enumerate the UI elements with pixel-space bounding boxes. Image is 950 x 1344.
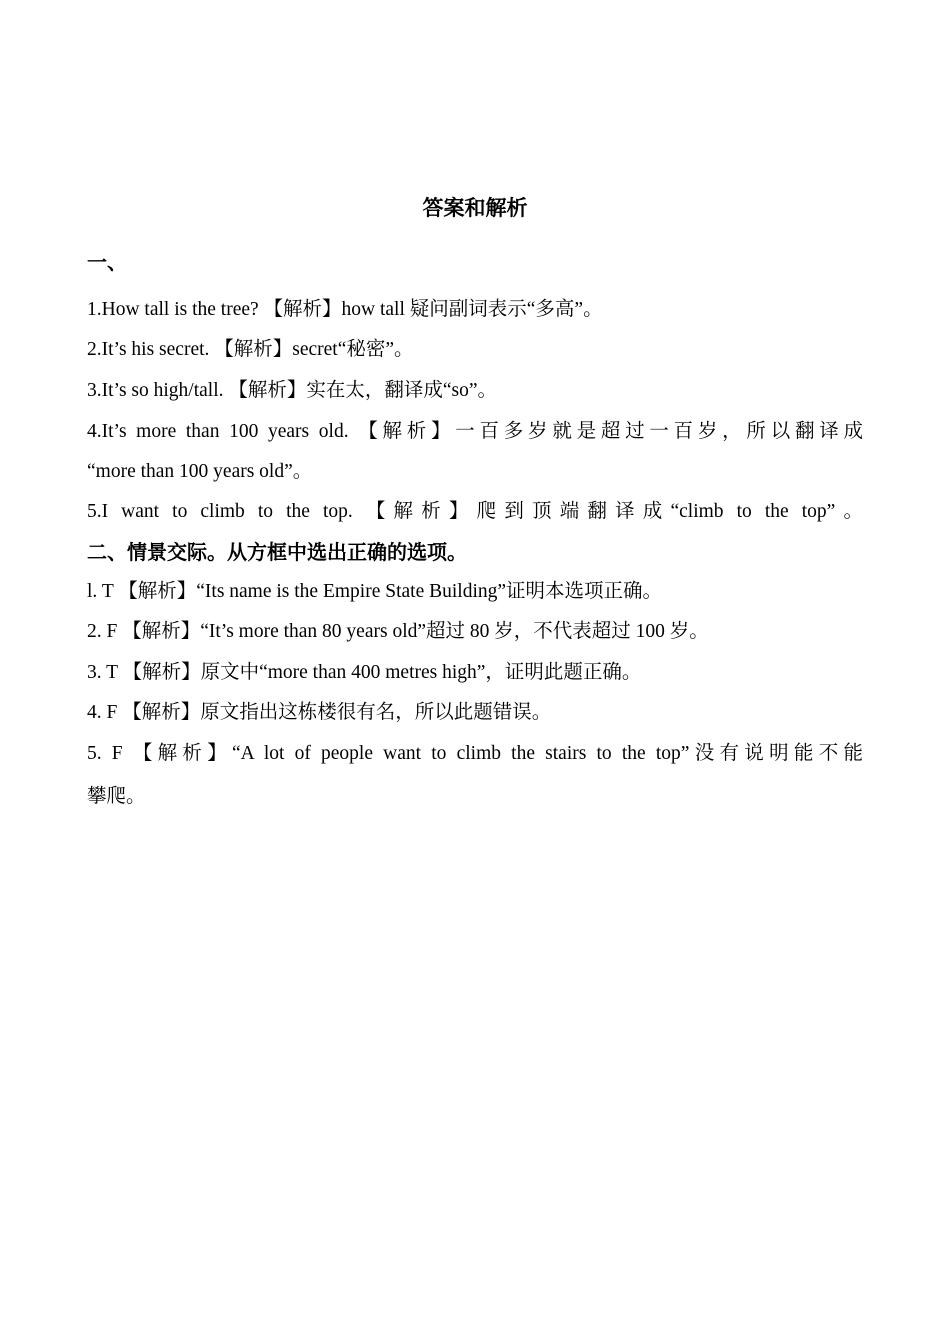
answer-line-1-3: 3.It’s so high/tall. 【解析】实在太，翻译成“so”。	[87, 380, 498, 401]
answer-line-1-4-continued: “more than 100 years old”。	[87, 461, 313, 482]
answer-line-1-2: 2.It’s his secret. 【解析】secret“秘密”。	[87, 339, 414, 360]
answer-line-2-1: l. T 【解析】“Its name is the Empire State Building”证明本选项正确。	[87, 581, 663, 602]
section-heading-1: 一、	[87, 250, 127, 274]
answer-line-2-5-continued: 攀爬。	[87, 786, 146, 807]
page-title: 答案和解析	[422, 196, 528, 220]
answer-line-1-5: 5.I want to climb to the top. 【解析】爬到顶端翻译成“climb to the top”。	[87, 501, 863, 522]
answer-line-2-4: 4. F 【解析】原文指出这栋楼很有名，所以此题错误。	[87, 702, 552, 723]
answer-line-1-4: 4.It’s more than 100 years old. 【解析】一百多岁就是超过一百岁，所以翻译成	[87, 421, 863, 442]
section-heading-2: 二、情景交际。从方框中选出正确的选项。	[87, 540, 467, 564]
answer-line-2-2: 2. F 【解析】“It’s more than 80 years old”超过 80 岁，不代表超过 100 岁。	[87, 621, 709, 642]
answer-line-1-1: 1.How tall is the tree? 【解析】how tall 疑问副词表示“多高”。	[87, 299, 603, 320]
answer-line-2-3: 3. T 【解析】原文中“more than 400 metres high”，证明此题正确。	[87, 662, 642, 683]
answer-line-2-5: 5. F 【解析】“A lot of people want to climb the stairs to the top”没有说明能不能	[87, 743, 863, 764]
